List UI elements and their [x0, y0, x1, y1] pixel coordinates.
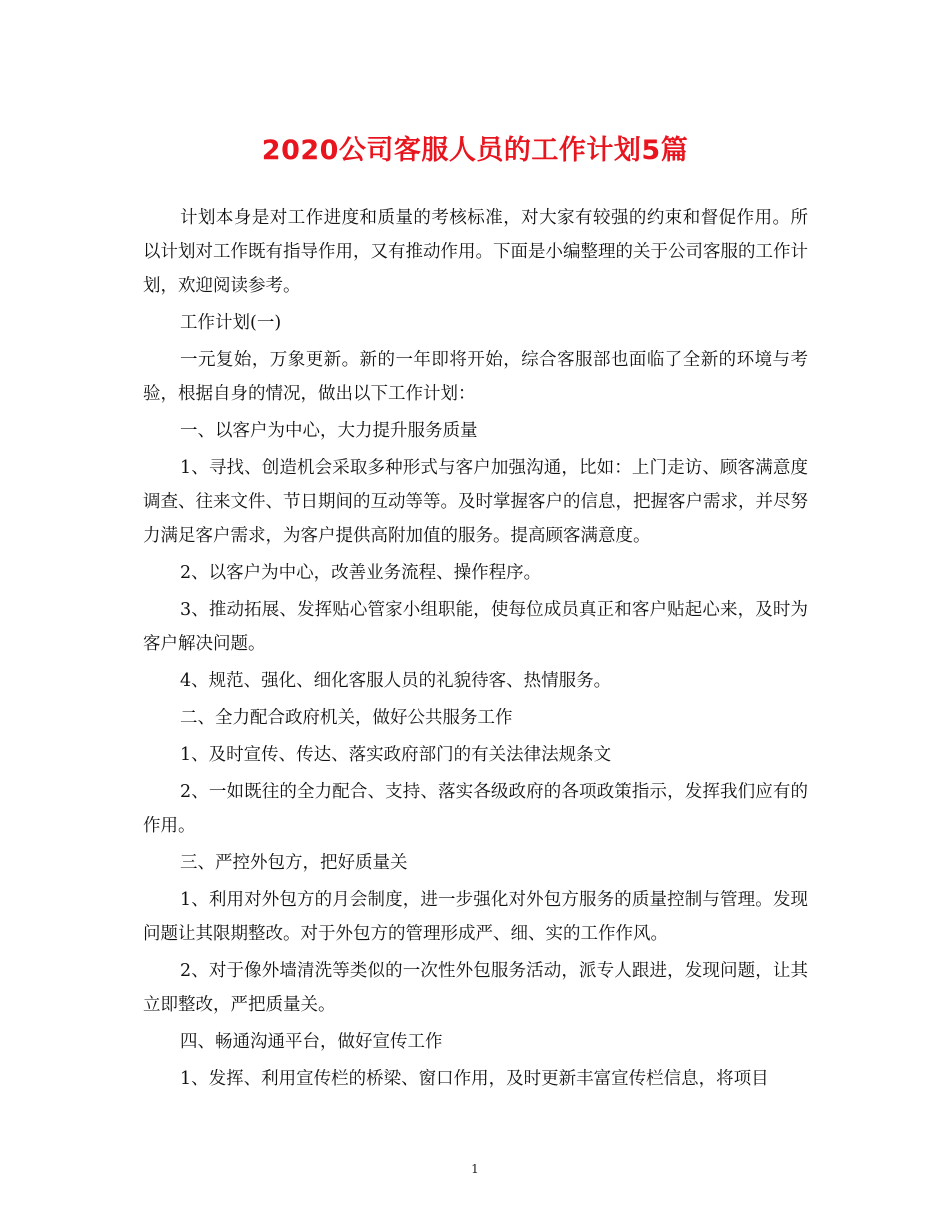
list-item: 2、一如既往的全力配合、支持、落实各级政府的各项政策指示，发挥我们应有的作用。	[143, 782, 808, 836]
section-heading-1: 一、以客户为中心，大力提升服务质量	[180, 421, 478, 441]
document-body	[143, 201, 808, 1099]
list-item: 4、规范、强化、细化客服人员的礼貌待客、热情服务。	[180, 671, 612, 691]
section-heading-4: 四、畅通沟通平台，做好宣传工作	[180, 1032, 443, 1052]
list-item: 1、及时宣传、传达、落实政府部门的有关法律法规条文	[180, 745, 612, 765]
section-heading-3: 三、严控外包方，把好质量关	[180, 853, 408, 873]
section-heading-2: 二、全力配合政府机关，做好公共服务工作	[180, 708, 513, 728]
paragraph-opening: 一元复始，万象更新。新的一年即将开始，综合客服部也面临了全新的环境与考验，根据自身的情况，做出以下工作计划：	[143, 350, 808, 404]
paragraph-intro: 计划本身是对工作进度和质量的考核标准，对大家有较强的约束和督促作用。所以计划对工作既有指导作用，又有推动作用。下面是小编整理的关于公司客服的工作计划，欢迎阅读参考。	[143, 208, 808, 296]
list-item: 1、利用对外包方的月会制度，进一步强化对外包方服务的质量控制与管理。发现问题让其限期整改。对于外包方的管理形成严、细、实的工作作风。	[143, 890, 808, 944]
list-item: 1、寻找、创造机会采取多种形式与客户加强沟通，比如：上门走访、顾客满意度调查、往来文件、节日期间的互动等等。及时掌握客户的信息，把握客户需求，并尽努力满足客户需求，为客户提供高附加值的服务。提高顾客满意度。	[143, 458, 808, 546]
page-number: 1	[471, 1162, 479, 1176]
list-item: 2、以客户为中心，改善业务流程、操作程序。	[180, 563, 542, 583]
section-heading-plan-1: 工作计划(一)	[180, 313, 282, 333]
list-item: 1、发挥、利用宣传栏的桥梁、窗口作用，及时更新丰富宣传栏信息，将项目	[180, 1069, 769, 1089]
list-item: 2、对于像外墙清洗等类似的一次性外包服务活动，派专人跟进，发现问题，让其立即整改，严把质量关。	[143, 961, 808, 1015]
list-item: 3、推动拓展、发挥贴心管家小组职能，使每位成员真正和客户贴起心来，及时为客户解决问题。	[143, 600, 808, 654]
document-title: 2020公司客服人员的工作计划5篇	[261, 135, 689, 166]
